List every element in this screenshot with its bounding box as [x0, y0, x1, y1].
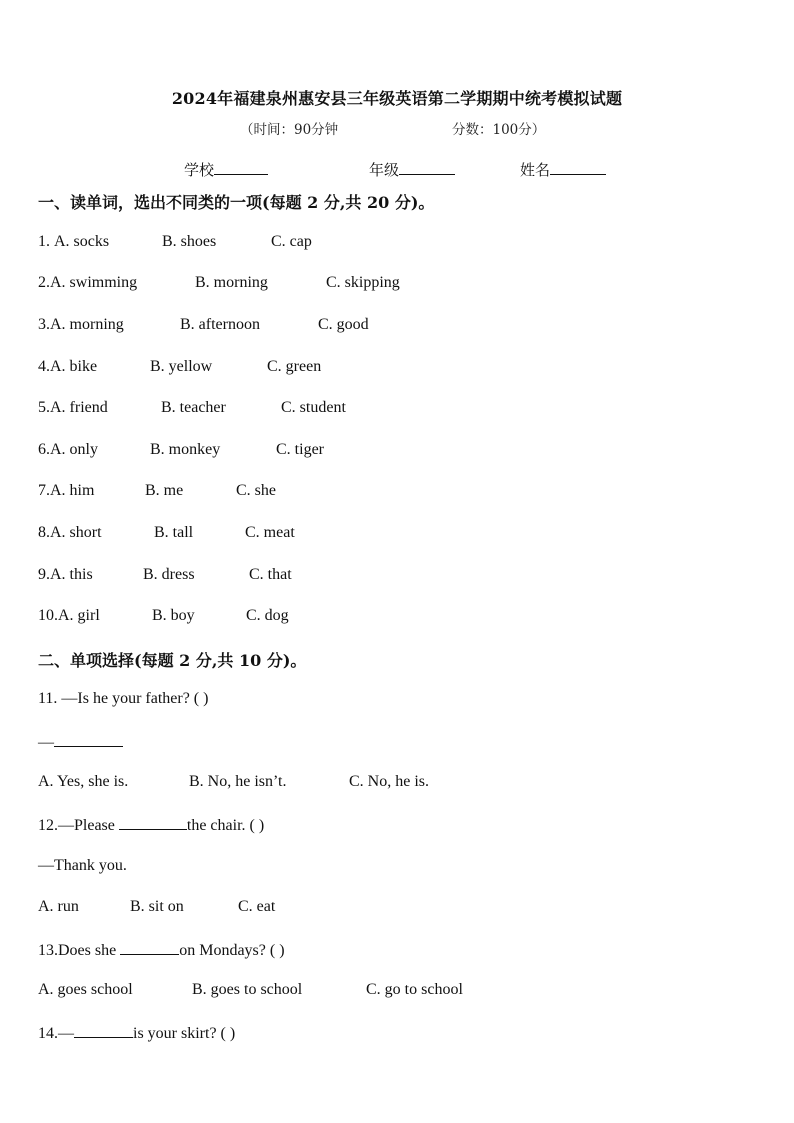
question-options: [38, 898, 275, 916]
question-row: [38, 274, 400, 292]
question-number: 3.: [38, 316, 50, 333]
question-number: 5.: [38, 399, 50, 416]
option-c: C. student: [281, 399, 346, 416]
question-stem: 11. —Is he your father? ( ): [38, 690, 209, 707]
option-c: C. meat: [245, 524, 295, 541]
option-a: A. Yes, she is.: [38, 773, 129, 790]
question-stem: [38, 1023, 235, 1043]
option-a: A. bike: [50, 358, 98, 375]
option-c: C. green: [267, 358, 322, 375]
name-label: 姓名: [520, 161, 551, 179]
option-b: B. boy: [152, 607, 195, 624]
question-row: [38, 358, 321, 376]
exam-time: （时间：90分钟: [240, 122, 339, 138]
option-c: C. go to school: [366, 981, 463, 998]
option-b: B. afternoon: [180, 316, 260, 333]
answer-blank[interactable]: [54, 732, 123, 747]
question-row: [38, 233, 312, 251]
option-a: A. morning: [50, 316, 124, 333]
option-b: B. No, he isn’t.: [189, 773, 287, 790]
name-field: [520, 159, 606, 180]
option-c: C. tiger: [276, 441, 324, 458]
question-row: [38, 441, 324, 459]
option-a: A. run: [38, 898, 79, 915]
stem-start: 13.Does she: [38, 942, 121, 959]
option-c: C. cap: [271, 233, 312, 250]
question-number: 8.: [38, 524, 50, 541]
option-b: B. shoes: [162, 233, 217, 250]
answer-blank[interactable]: [120, 940, 179, 955]
option-c: C. dog: [246, 607, 289, 624]
option-b: B. monkey: [150, 441, 221, 458]
question-row: [38, 316, 369, 334]
reply-line: —Thank you.: [38, 857, 127, 874]
question-number: 6.: [38, 441, 50, 458]
question-number: 7.: [38, 482, 50, 499]
option-a: A. swimming: [50, 274, 138, 291]
school-blank[interactable]: [214, 160, 268, 175]
option-c: C. skipping: [326, 274, 400, 291]
question-number: 1.: [38, 233, 54, 250]
question-stem: [38, 940, 285, 960]
option-a: A. only: [50, 441, 98, 458]
grade-field: [369, 159, 455, 180]
grade-blank[interactable]: [399, 160, 455, 175]
option-c: C. good: [318, 316, 369, 333]
section-heading-2: 二、单项选择(每题 2 分,共 10 分)。: [38, 651, 307, 670]
option-b: B. me: [145, 482, 184, 499]
option-b: B. sit on: [130, 898, 184, 915]
exam-score: 分数：100分）: [452, 122, 546, 138]
stem-end: is your skirt? ( ): [133, 1025, 236, 1042]
option-a: A. short: [50, 524, 102, 541]
question-options: [38, 981, 463, 999]
question-number: 2.: [38, 274, 50, 291]
option-b: B. teacher: [161, 399, 226, 416]
question-row: [38, 399, 346, 417]
section-heading-1: 一、读单词，选出不同类的一项(每题 2 分,共 20 分)。: [38, 193, 435, 212]
option-b: B. morning: [195, 274, 268, 291]
school-field: [184, 159, 268, 180]
school-label: 学校: [184, 161, 215, 179]
question-number: 4.: [38, 358, 50, 375]
question-row: [38, 566, 292, 584]
answer-blank[interactable]: [74, 1023, 133, 1038]
stem-end: the chair. ( ): [186, 817, 265, 834]
option-c: C. that: [249, 566, 292, 583]
question-number: 10.: [38, 607, 58, 624]
option-a: A. him: [50, 482, 95, 499]
stem-start: 12.—Please: [38, 817, 119, 834]
grade-label: 年级: [369, 161, 400, 179]
option-b: B. dress: [143, 566, 195, 583]
option-a: A. socks: [54, 233, 110, 250]
option-b: B. yellow: [150, 358, 213, 375]
option-b: B. goes to school: [192, 981, 303, 998]
question-number: 9.: [38, 566, 50, 583]
option-b: B. tall: [154, 524, 194, 541]
question-stem: [38, 815, 264, 835]
option-a: A. friend: [50, 399, 108, 416]
answer-line: [38, 732, 123, 752]
option-c: C. No, he is.: [349, 773, 429, 790]
question-row: [38, 607, 289, 625]
exam-title: 2024年福建泉州惠安县三年级英语第二学期期中统考模拟试题: [171, 89, 623, 108]
question-row: [38, 482, 276, 500]
question-row: [38, 524, 295, 542]
stem-start: 14.—: [38, 1025, 74, 1042]
name-blank[interactable]: [550, 160, 606, 175]
option-a: A. girl: [58, 607, 100, 624]
answer-blank[interactable]: [119, 815, 187, 830]
stem-end: on Mondays? ( ): [179, 942, 285, 959]
option-c: C. she: [236, 482, 276, 499]
option-a: A. goes school: [38, 981, 133, 998]
option-c: C. eat: [238, 898, 276, 915]
reply-dash: —: [38, 734, 54, 751]
option-a: A. this: [50, 566, 93, 583]
question-options: [38, 773, 429, 791]
